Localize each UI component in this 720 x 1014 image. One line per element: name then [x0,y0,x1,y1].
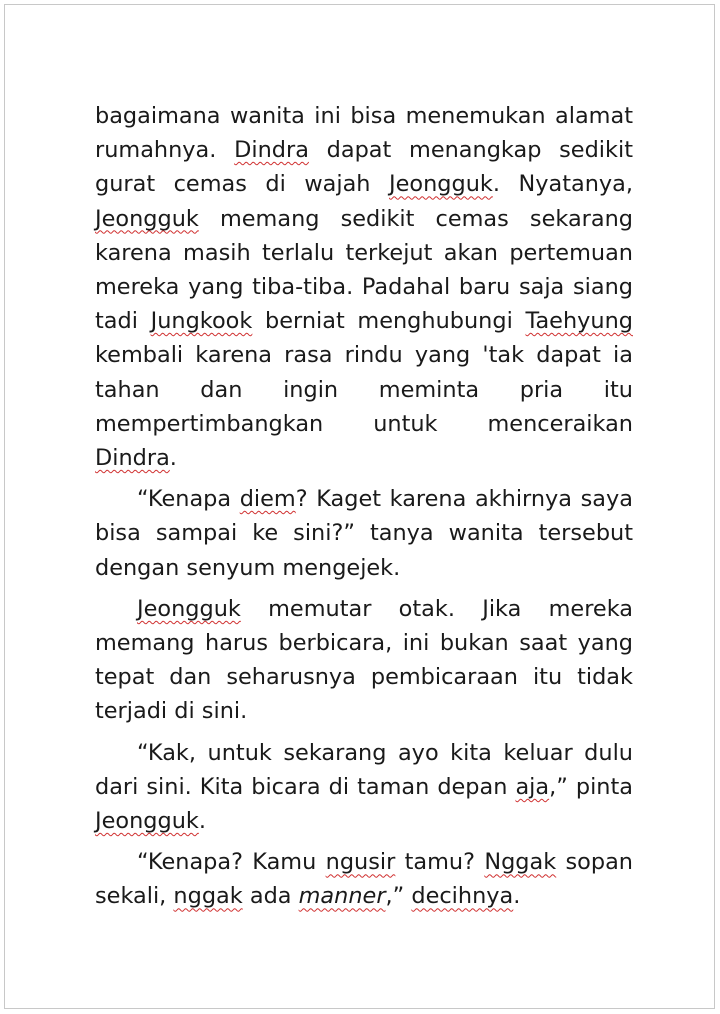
text-segment: sopan [556,849,634,876]
text-segment: bagaimana wanita ini bisa menemukan alamat [95,103,633,129]
text-segment: memutar otak. Jika mereka [240,595,633,622]
text-line [95,270,633,304]
text-line [95,202,633,236]
text-segment: ,” [385,883,412,910]
text-segment: ? Kaget karena akhirnya saya [295,486,633,513]
text-segment: dapat menangkap sedikit [308,137,633,164]
text-segment: . Nyatanya, [492,171,633,198]
text-line [95,407,633,441]
text-line [95,167,633,201]
text-segment: ,” pinta [549,773,633,800]
spellcheck-flagged-word: Dindra [95,445,170,472]
text-segment: berniat menghubungi [252,308,526,335]
text-line [95,482,633,516]
text-segment: rumahnya. [95,137,235,164]
spellcheck-flagged-word: Jeongguk [95,808,199,835]
document-body [95,99,633,921]
spellcheck-flagged-word: Taehyung [525,308,633,335]
spellcheck-flagged-word: nggak [173,883,243,910]
text-segment: tamu? [395,849,485,876]
text-segment: dari sini. Kita bicara di taman depan [95,773,516,800]
text-line [95,551,633,585]
spellcheck-flagged-word: Nggak [484,849,557,876]
spellcheck-flagged-word: ngusir [325,849,396,876]
text-line [95,373,633,407]
text-line [95,804,633,838]
text-segment: terjadi di sini. [95,698,248,725]
text-line [95,338,633,372]
text-segment: . [513,883,521,910]
paragraph [95,99,633,475]
text-line [95,516,633,550]
text-segment: kembali karena rasa rindu yang 'tak dapat ia [95,342,633,369]
text-segment: sekali, [95,883,174,910]
text-line [95,879,633,913]
text-segment: mereka yang tiba-tiba. Padahal baru saja siang [95,274,633,301]
text-segment: “Kenapa [137,486,240,513]
text-segment: tadi [95,308,151,335]
paragraph [95,482,633,585]
document-page [4,4,715,1009]
spellcheck-flagged-word: Jeongguk [137,595,241,622]
text-segment: “Kenapa? Kamu [137,849,326,876]
text-segment: karena masih terlalu terkejut akan pertemuan [95,239,633,266]
spellcheck-flagged-word: Jungkook [150,308,253,335]
spellcheck-flagged-word: Jeongguk [389,171,493,198]
text-segment: memang harus berbicara, ini bukan saat yang [95,630,633,657]
spellcheck-flagged-word: aja [515,773,550,800]
text-segment: . [198,808,206,835]
text-line [95,236,633,270]
spellcheck-flagged-word: Jeongguk [95,205,199,232]
text-line [95,441,633,475]
text-line [95,660,633,694]
text-line [95,694,633,728]
spellcheck-flagged-word: manner [298,883,386,910]
text-segment: dengan senyum mengejek. [95,554,401,581]
text-line [95,99,633,133]
text-line [95,626,633,660]
paragraph [95,736,633,839]
text-segment: tahan dan ingin meminta pria itu [95,376,633,403]
text-segment: memang sedikit cemas sekarang [198,205,633,232]
paragraph [95,845,633,913]
text-line [95,845,633,879]
text-segment: . [169,445,177,472]
text-line [95,736,633,770]
text-segment: “Kak, untuk sekarang ayo kita keluar dulu [137,739,633,766]
spellcheck-flagged-word: Dindra [234,137,309,164]
text-line [95,770,633,804]
text-segment: ada [242,883,299,910]
paragraph [95,592,633,729]
text-line [95,592,633,626]
text-segment: tepat dan seharusnya pembicaraan itu tidak [95,664,633,691]
text-line [95,133,633,167]
spellcheck-flagged-word: decihnya [411,883,514,910]
spellcheck-flagged-word: diem [239,486,296,513]
text-line [95,304,633,338]
text-segment: mempertimbangkan untuk menceraikan [95,410,633,437]
text-segment: gurat cemas di wajah [95,171,389,198]
text-segment: bisa sampai ke sini?” tanya wanita tersebut [95,520,633,547]
